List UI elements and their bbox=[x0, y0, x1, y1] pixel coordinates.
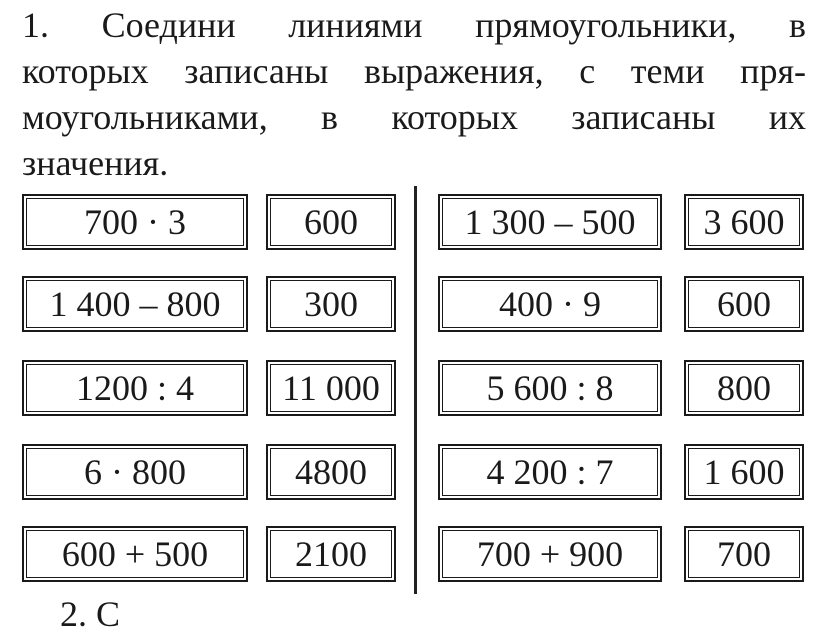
right-value-box-5[interactable]: 700 bbox=[684, 526, 804, 582]
right-expression-box-3[interactable]: 5 600 : 8 bbox=[438, 360, 662, 416]
right-value-box-3[interactable]: 800 bbox=[684, 360, 804, 416]
task-line-1: 1. Соедини линиями прямоугольники, в bbox=[22, 5, 806, 45]
task-line-2: которых записаны выражения, с теми пря- bbox=[22, 51, 806, 91]
left-expression-box-5[interactable]: 600 + 500 bbox=[22, 526, 248, 582]
column-divider bbox=[414, 186, 417, 594]
task-line-4: значения. bbox=[22, 143, 169, 183]
left-expression-box-3[interactable]: 1200 : 4 bbox=[22, 360, 248, 416]
next-task-fragment: 2. С bbox=[60, 594, 121, 634]
left-value-box-4[interactable]: 4800 bbox=[266, 444, 396, 500]
right-value-box-4[interactable]: 1 600 bbox=[684, 444, 804, 500]
right-expression-box-4[interactable]: 4 200 : 7 bbox=[438, 444, 662, 500]
right-value-box-1[interactable]: 3 600 bbox=[684, 194, 804, 250]
left-expression-box-1[interactable]: 700 · 3 bbox=[22, 194, 248, 250]
right-expression-box-2[interactable]: 400 · 9 bbox=[438, 276, 662, 332]
left-expression-box-2[interactable]: 1 400 – 800 bbox=[22, 276, 248, 332]
right-value-box-2[interactable]: 600 bbox=[684, 276, 804, 332]
left-expression-box-4[interactable]: 6 · 800 bbox=[22, 444, 248, 500]
task-statement bbox=[22, 2, 806, 186]
left-value-box-3[interactable]: 11 000 bbox=[266, 360, 396, 416]
left-value-box-1[interactable]: 600 bbox=[266, 194, 396, 250]
right-expression-box-5[interactable]: 700 + 900 bbox=[438, 526, 662, 582]
right-expression-box-1[interactable]: 1 300 – 500 bbox=[438, 194, 662, 250]
task-line-3: моугольниками, в которых записаны их bbox=[22, 97, 806, 137]
left-value-box-2[interactable]: 300 bbox=[266, 276, 396, 332]
left-value-box-5[interactable]: 2100 bbox=[266, 526, 396, 582]
